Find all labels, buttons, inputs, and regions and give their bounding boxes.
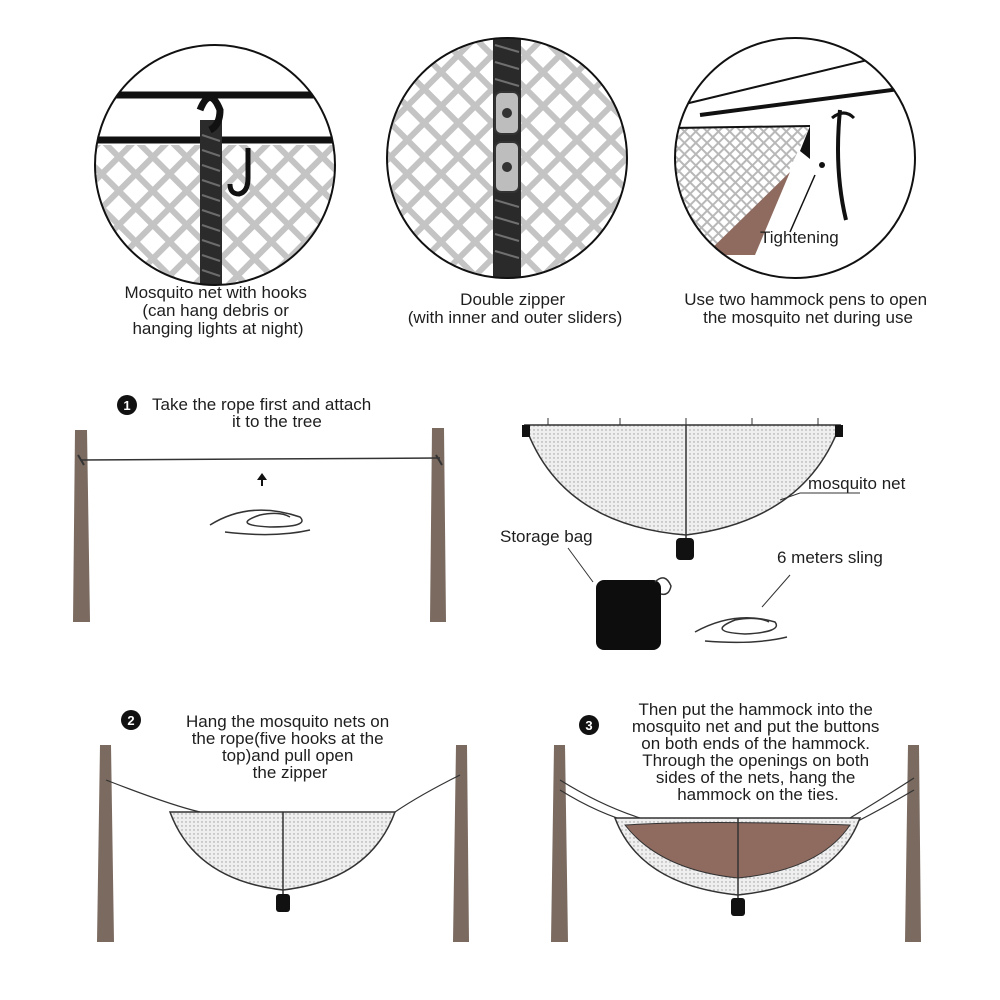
tree-left bbox=[97, 745, 114, 942]
step-2 bbox=[97, 710, 469, 942]
mosquito-net bbox=[525, 425, 840, 535]
step-3 bbox=[551, 700, 921, 942]
step-text: Take the rope first and attach it to the tree bbox=[152, 395, 372, 431]
step-number: 2 bbox=[127, 713, 135, 728]
zipper-caption: Double zipper (with inner and outer sliders) bbox=[407, 290, 623, 327]
pens-caption: Use two hammock pens to open the mosquito net during use bbox=[684, 290, 928, 327]
tree-left bbox=[73, 430, 90, 622]
tightening-callout: Tightening bbox=[760, 228, 839, 247]
detail-hooks bbox=[90, 45, 340, 295]
package-contents bbox=[500, 418, 906, 650]
storage-bag-label: Storage bag bbox=[500, 527, 593, 546]
tree-right bbox=[453, 745, 469, 942]
mosquito-net-label: mosquito net bbox=[808, 474, 906, 493]
sling-label: 6 meters sling bbox=[777, 548, 883, 567]
storage-bag bbox=[596, 580, 661, 650]
step-text: Then put the hammock into the mosquito net and put the buttons on both ends of the hammock. Through the openings on both sides of the nets, hang the hammock on the ties. bbox=[631, 700, 880, 804]
tree-left bbox=[551, 745, 568, 942]
tree-right bbox=[905, 745, 921, 942]
coiled-rope bbox=[210, 510, 310, 534]
step-1 bbox=[73, 395, 446, 622]
hooks-caption: Mosquito net with hooks (can hang debris or hanging lights at night) bbox=[124, 283, 307, 338]
sling bbox=[695, 618, 787, 643]
step-text: Hang the mosquito nets on the rope(five hooks at the top)and pull open the zipper bbox=[186, 712, 390, 782]
step-number: 3 bbox=[585, 718, 593, 733]
step-number: 1 bbox=[123, 398, 131, 413]
up-arrow-icon bbox=[257, 473, 267, 480]
rope bbox=[80, 458, 440, 460]
detail-pens bbox=[660, 38, 930, 278]
detail-zipper bbox=[385, 30, 630, 290]
